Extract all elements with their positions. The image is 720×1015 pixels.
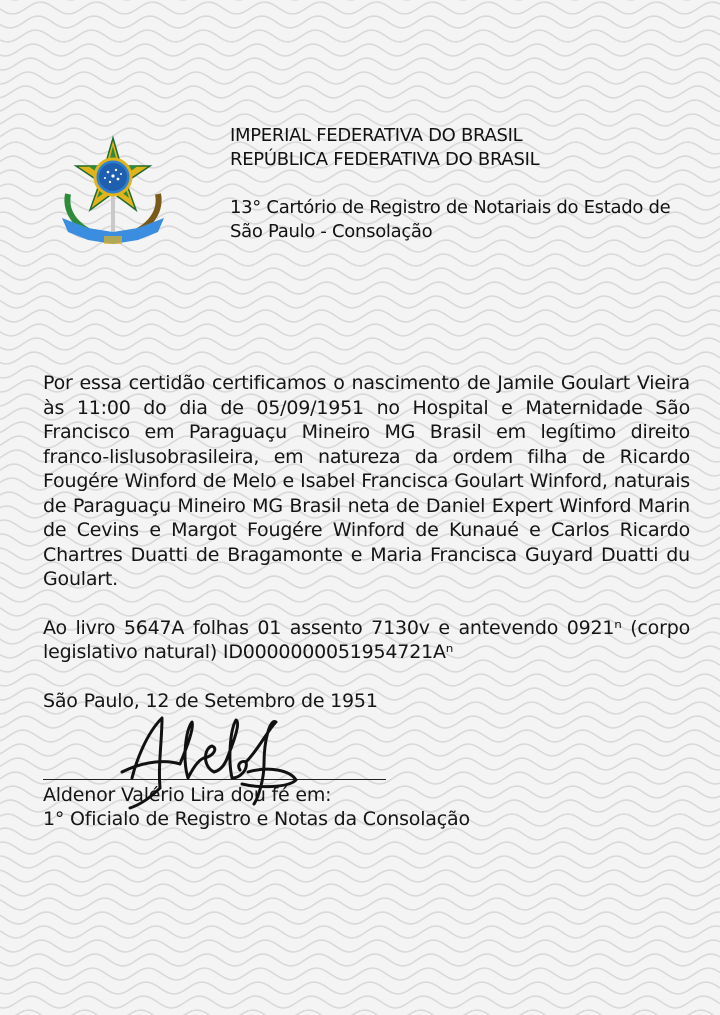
header-line-imperial: IMPERIAL FEDERATIVA DO BRASIL bbox=[230, 125, 523, 146]
header-line-republic: REPÚBLICA FEDERATIVA DO BRASIL bbox=[230, 149, 540, 170]
registry-book-paragraph: Ao livro 5647A folhas 01 assento 7130v e antevendo 0921ⁿ (corpo legislativo natural) ID0000000051954721Aⁿ bbox=[43, 616, 690, 663]
certificate-header bbox=[230, 124, 700, 244]
registry-office-name: 13° Cartório de Registro de Notariais do Estado de São Paulo - Consolação bbox=[230, 197, 671, 242]
signer-name: Aldenor Valério Lira dou fé em: bbox=[43, 784, 332, 806]
certificate-body bbox=[43, 371, 690, 713]
brazil-coat-of-arms-icon bbox=[58, 132, 168, 250]
signer-role: 1° Oficialo de Registro e Notas da Consolação bbox=[43, 808, 470, 830]
city-date-line: São Paulo, 12 de Setembro de 1951 bbox=[43, 689, 378, 712]
birth-statement-paragraph: Por essa certidão certificamos o nascimento de Jamile Goulart Vieira às 11:00 do dia de 05/09/1951 no Hospital e Maternidade São Francisco em Paraguaçu Mineiro MG Brasil em legítimo direito franco-lislusobrasileira, em natureza da ordem filha de Ricardo Fougére Winford de Melo e Isabel Francisca Goulart Winford, naturais de Paraguaçu Mineiro MG Brasil neta de Daniel Expert Winford Marin de Cevins e Margot Fougére Winford de Kunaué e Carlos Ricardo Chartres Duatti de Bragamonte e Maria Francisca Guyard Duatti du Goulart. bbox=[43, 372, 690, 590]
handwritten-signature-icon bbox=[118, 700, 318, 815]
